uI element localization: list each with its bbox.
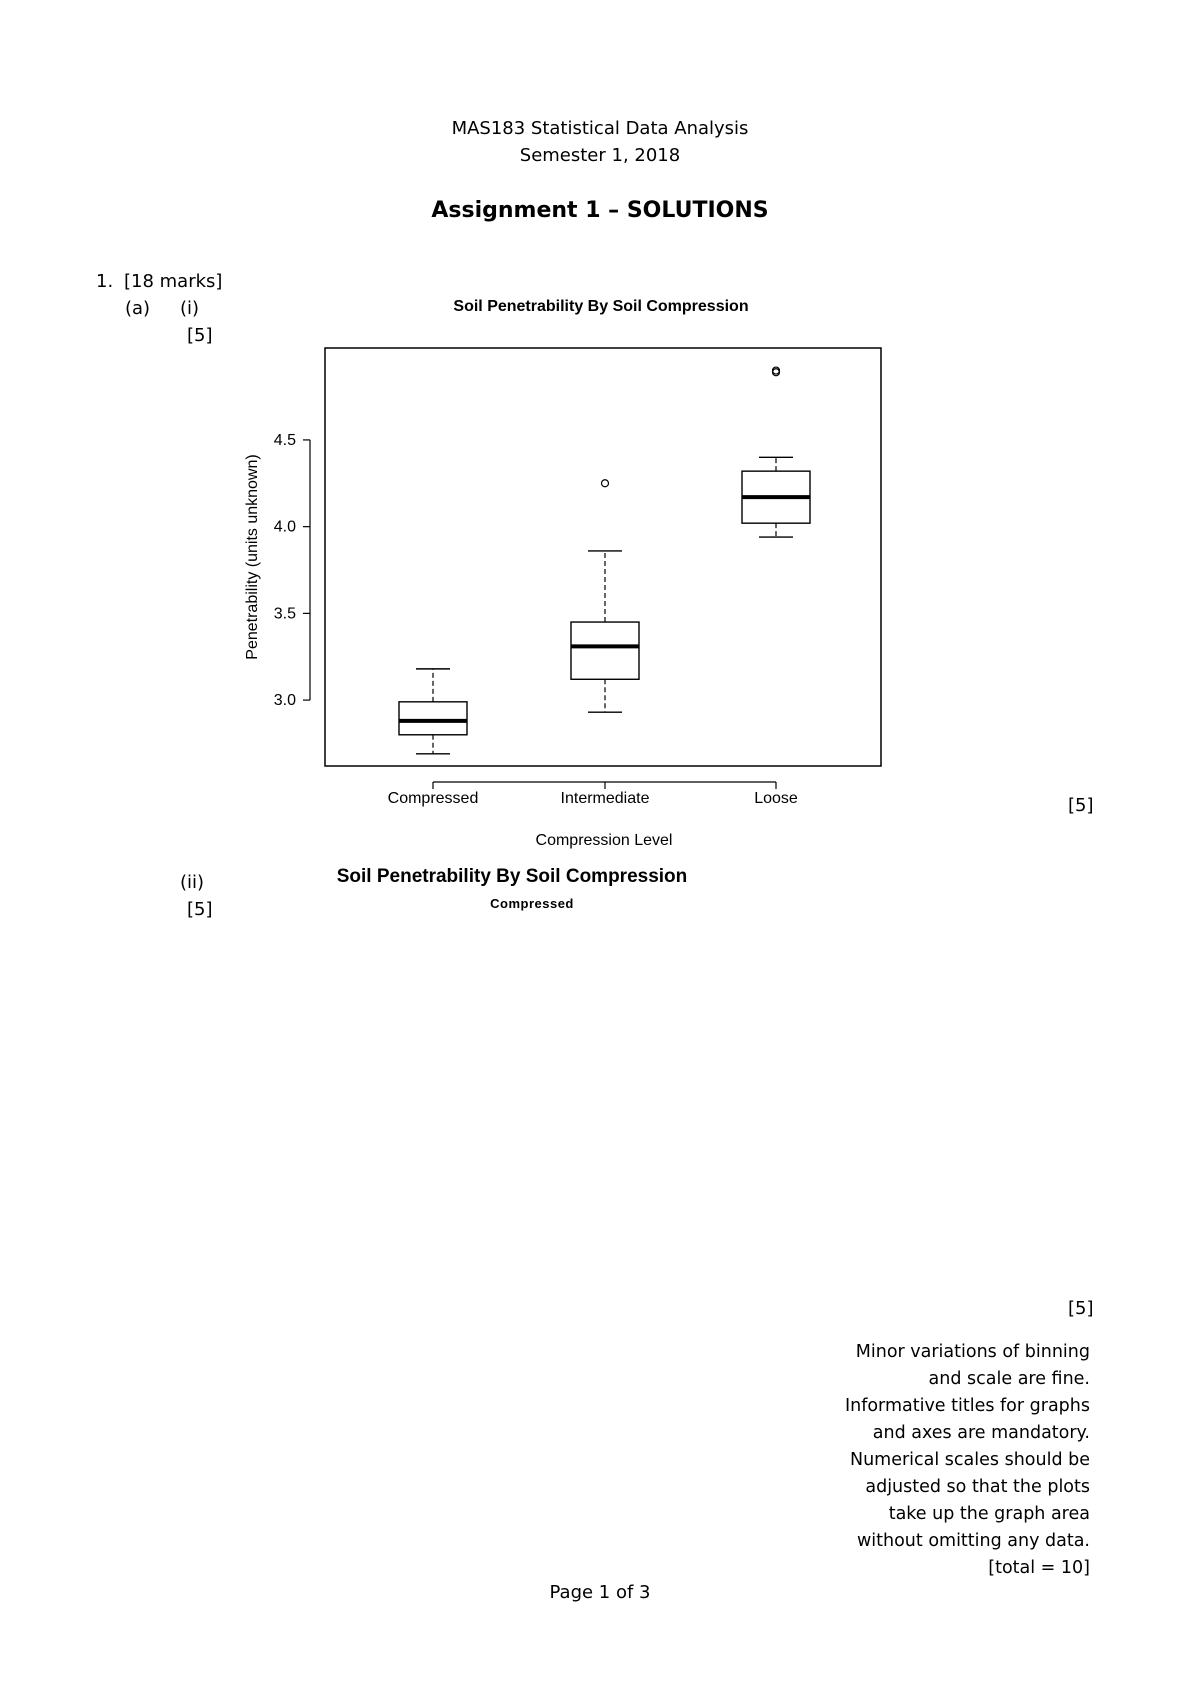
part-ii-marks: [5] — [187, 899, 213, 920]
course-title: MAS183 Statistical Data Analysis — [451, 118, 749, 139]
boxplot-group-compressed — [399, 669, 467, 754]
note-total: [total = 10] — [988, 1558, 1090, 1578]
boxplot-y-tick-label: 4.0 — [273, 518, 296, 536]
histogram-title: Soil Penetrability By Soil Compression — [336, 866, 688, 887]
question-number: 1. — [96, 271, 114, 292]
boxplot-x-tick-label: Compressed — [387, 790, 479, 807]
part-i-label: (i) — [180, 298, 200, 319]
boxplot-y-tick-label: 3.5 — [273, 605, 296, 623]
note-line: without omitting any data. — [856, 1531, 1090, 1551]
boxplot-title: Soil Penetrability By Soil Compression — [453, 298, 749, 315]
boxplot-y-tick-label: 3.0 — [273, 692, 296, 710]
boxplot-x-tick-label: Intermediate — [560, 790, 650, 807]
marking-notes — [790, 1339, 1090, 1582]
boxplot-side-marks: [5] — [1068, 795, 1094, 816]
note-line: Numerical scales should be — [849, 1450, 1090, 1470]
histogram-panels — [490, 896, 574, 911]
note-line: Minor variations of binning — [855, 1342, 1090, 1362]
page-title: Assignment 1 – SOLUTIONS — [431, 198, 769, 223]
note-line: and scale are fine. — [928, 1369, 1090, 1389]
semester-label: Semester 1, 2018 — [519, 145, 681, 166]
note-line: take up the graph area — [888, 1504, 1090, 1524]
boxplot-box — [571, 622, 639, 679]
boxplot-y-axis — [274, 432, 310, 709]
histogram-panel-compressed — [490, 896, 574, 911]
boxplot-group-loose — [742, 367, 810, 537]
note-line: and axes are mandatory. — [872, 1423, 1090, 1443]
boxplot-outlier — [602, 480, 609, 487]
note-line: adjusted so that the plots — [865, 1477, 1090, 1497]
boxplot-xlabel: Compression Level — [535, 832, 673, 849]
boxplot-x-axis — [388, 782, 798, 807]
boxplot-group-intermediate — [571, 480, 639, 712]
histogram-side-marks: [5] — [1068, 1298, 1094, 1319]
boxplot-y-tick-label: 4.5 — [273, 431, 296, 449]
part-i-marks: [5] — [187, 325, 213, 346]
boxplot-groups — [399, 367, 810, 754]
part-ii-label: (ii) — [180, 872, 205, 893]
histogram-subtitle: Compressed — [490, 896, 574, 911]
part-a-label: (a) — [125, 298, 151, 319]
note-line: Informative titles for graphs — [844, 1396, 1090, 1416]
page-footer: Page 1 of 3 — [549, 1582, 651, 1603]
boxplot-box — [399, 702, 467, 735]
boxplot-x-tick-label: Loose — [754, 790, 798, 807]
question-marks: [18 marks] — [124, 271, 223, 292]
boxplot-ylabel: Penetrability (units unknown) — [244, 454, 261, 660]
